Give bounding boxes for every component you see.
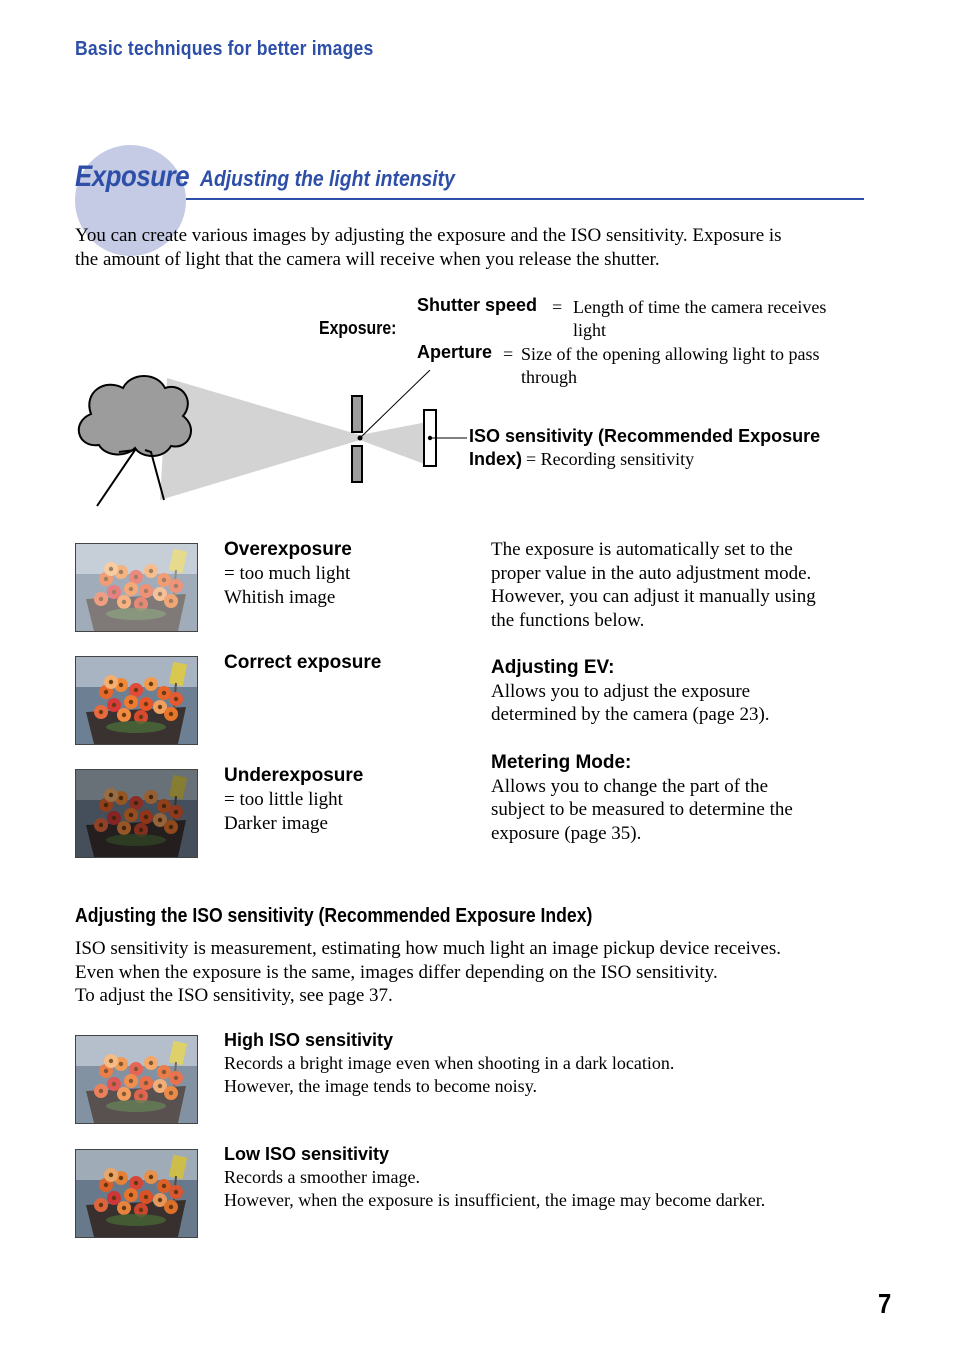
page-number: 7 xyxy=(878,1288,892,1319)
underexposure-caption xyxy=(224,764,474,836)
caption-line: = too much light xyxy=(224,563,351,584)
caption-line: Records a smoother image. xyxy=(224,1167,420,1187)
text-line: The exposure is automatically set to the xyxy=(491,539,793,560)
iso-section-heading: Adjusting the ISO sensitivity (Recommended Exposure Index) xyxy=(75,905,593,927)
iso-label-line: ISO sensitivity (Recommended Exposure xyxy=(469,426,821,446)
shutter-bar-bottom xyxy=(352,446,362,482)
caption-line: However, when the exposure is insufficient, the image may become darker. xyxy=(224,1190,766,1210)
caption-title: Correct exposure xyxy=(224,652,382,673)
section-rule xyxy=(186,198,864,200)
desc-line: Size of the opening allowing light to pass xyxy=(521,344,820,364)
intro-line: the amount of light that the camera will receive when you release the shutter. xyxy=(75,248,660,270)
text-line: determined by the camera (page 23). xyxy=(491,704,770,725)
text-line: the functions below. xyxy=(491,609,645,631)
metering-mode-block xyxy=(491,751,861,845)
text-line: exposure (page 35). xyxy=(491,822,642,844)
caption-line: Darker image xyxy=(224,813,328,834)
caption-line: = too little light xyxy=(224,789,343,810)
text-line: However, you can adjust it manually using xyxy=(491,586,816,607)
caption-line: Records a bright image even when shooting in a dark location. xyxy=(224,1053,675,1073)
iso-description: = Recording sensitivity xyxy=(526,449,695,469)
caption-line: Whitish image xyxy=(224,587,336,608)
caption-title: Overexposure xyxy=(224,539,352,560)
iso-label-line: Index) xyxy=(469,449,523,469)
caption-title: Underexposure xyxy=(224,765,364,786)
caption-line: However, the image tends to become noisy. xyxy=(224,1076,538,1096)
text-line: ISO sensitivity is measurement, estimating how much light an image pickup device receives. xyxy=(75,938,781,959)
shutter-speed-equals: = xyxy=(552,297,563,317)
shutter-speed-label: Shutter speed xyxy=(417,295,538,315)
intro-paragraph xyxy=(75,224,875,271)
high-iso-photo xyxy=(75,1035,198,1124)
intro-line: You can create various images by adjusting the exposure and the ISO sensitivity. Exposure is xyxy=(75,225,782,246)
exposure-diagram xyxy=(75,370,475,520)
overexposure-caption xyxy=(224,538,474,610)
exposure-label: Exposure: xyxy=(319,318,397,338)
running-head: Basic techniques for better images xyxy=(75,38,374,60)
section-title: Exposure xyxy=(75,160,190,193)
low-iso-photo xyxy=(75,1149,198,1238)
text-line: To adjust the ISO sensitivity, see page 37. xyxy=(75,985,393,1006)
shutter-bar-top xyxy=(352,396,362,432)
desc-line: through xyxy=(521,367,577,387)
iso-paragraph xyxy=(75,937,875,1008)
section-subtitle: Adjusting the light intensity xyxy=(200,166,455,191)
correct-exposure-photo xyxy=(75,656,198,745)
light-beam xyxy=(160,378,427,500)
adjusting-ev-title: Adjusting EV: xyxy=(491,657,615,678)
iso-diagram-label xyxy=(469,425,869,472)
aperture-label: Aperture xyxy=(417,342,493,362)
caption-title: High ISO sensitivity xyxy=(224,1030,394,1050)
desc-line: light xyxy=(573,320,607,340)
text-line: Allows you to change the part of the xyxy=(491,775,769,797)
high-iso-caption xyxy=(224,1029,864,1098)
aperture-description xyxy=(521,343,861,389)
text-line: subject to be measured to determine the xyxy=(491,799,793,820)
text-line: Even when the exposure is the same, images differ depending on the ISO sensitivity. xyxy=(75,961,718,983)
caption-title: Low ISO sensitivity xyxy=(224,1144,390,1164)
correct-exposure-caption xyxy=(224,651,474,675)
text-line: Allows you to adjust the exposure xyxy=(491,680,751,702)
shutter-speed-description xyxy=(573,296,863,342)
adjusting-ev-block xyxy=(491,656,861,727)
overexposure-photo xyxy=(75,543,198,632)
text-line: proper value in the auto adjustment mode. xyxy=(491,562,812,584)
low-iso-caption xyxy=(224,1143,864,1212)
auto-adjust-text xyxy=(491,538,861,632)
desc-line: Length of time the camera receives xyxy=(573,297,827,317)
metering-mode-title: Metering Mode: xyxy=(491,752,632,773)
aperture-equals: = xyxy=(503,344,514,364)
underexposure-photo xyxy=(75,769,198,858)
